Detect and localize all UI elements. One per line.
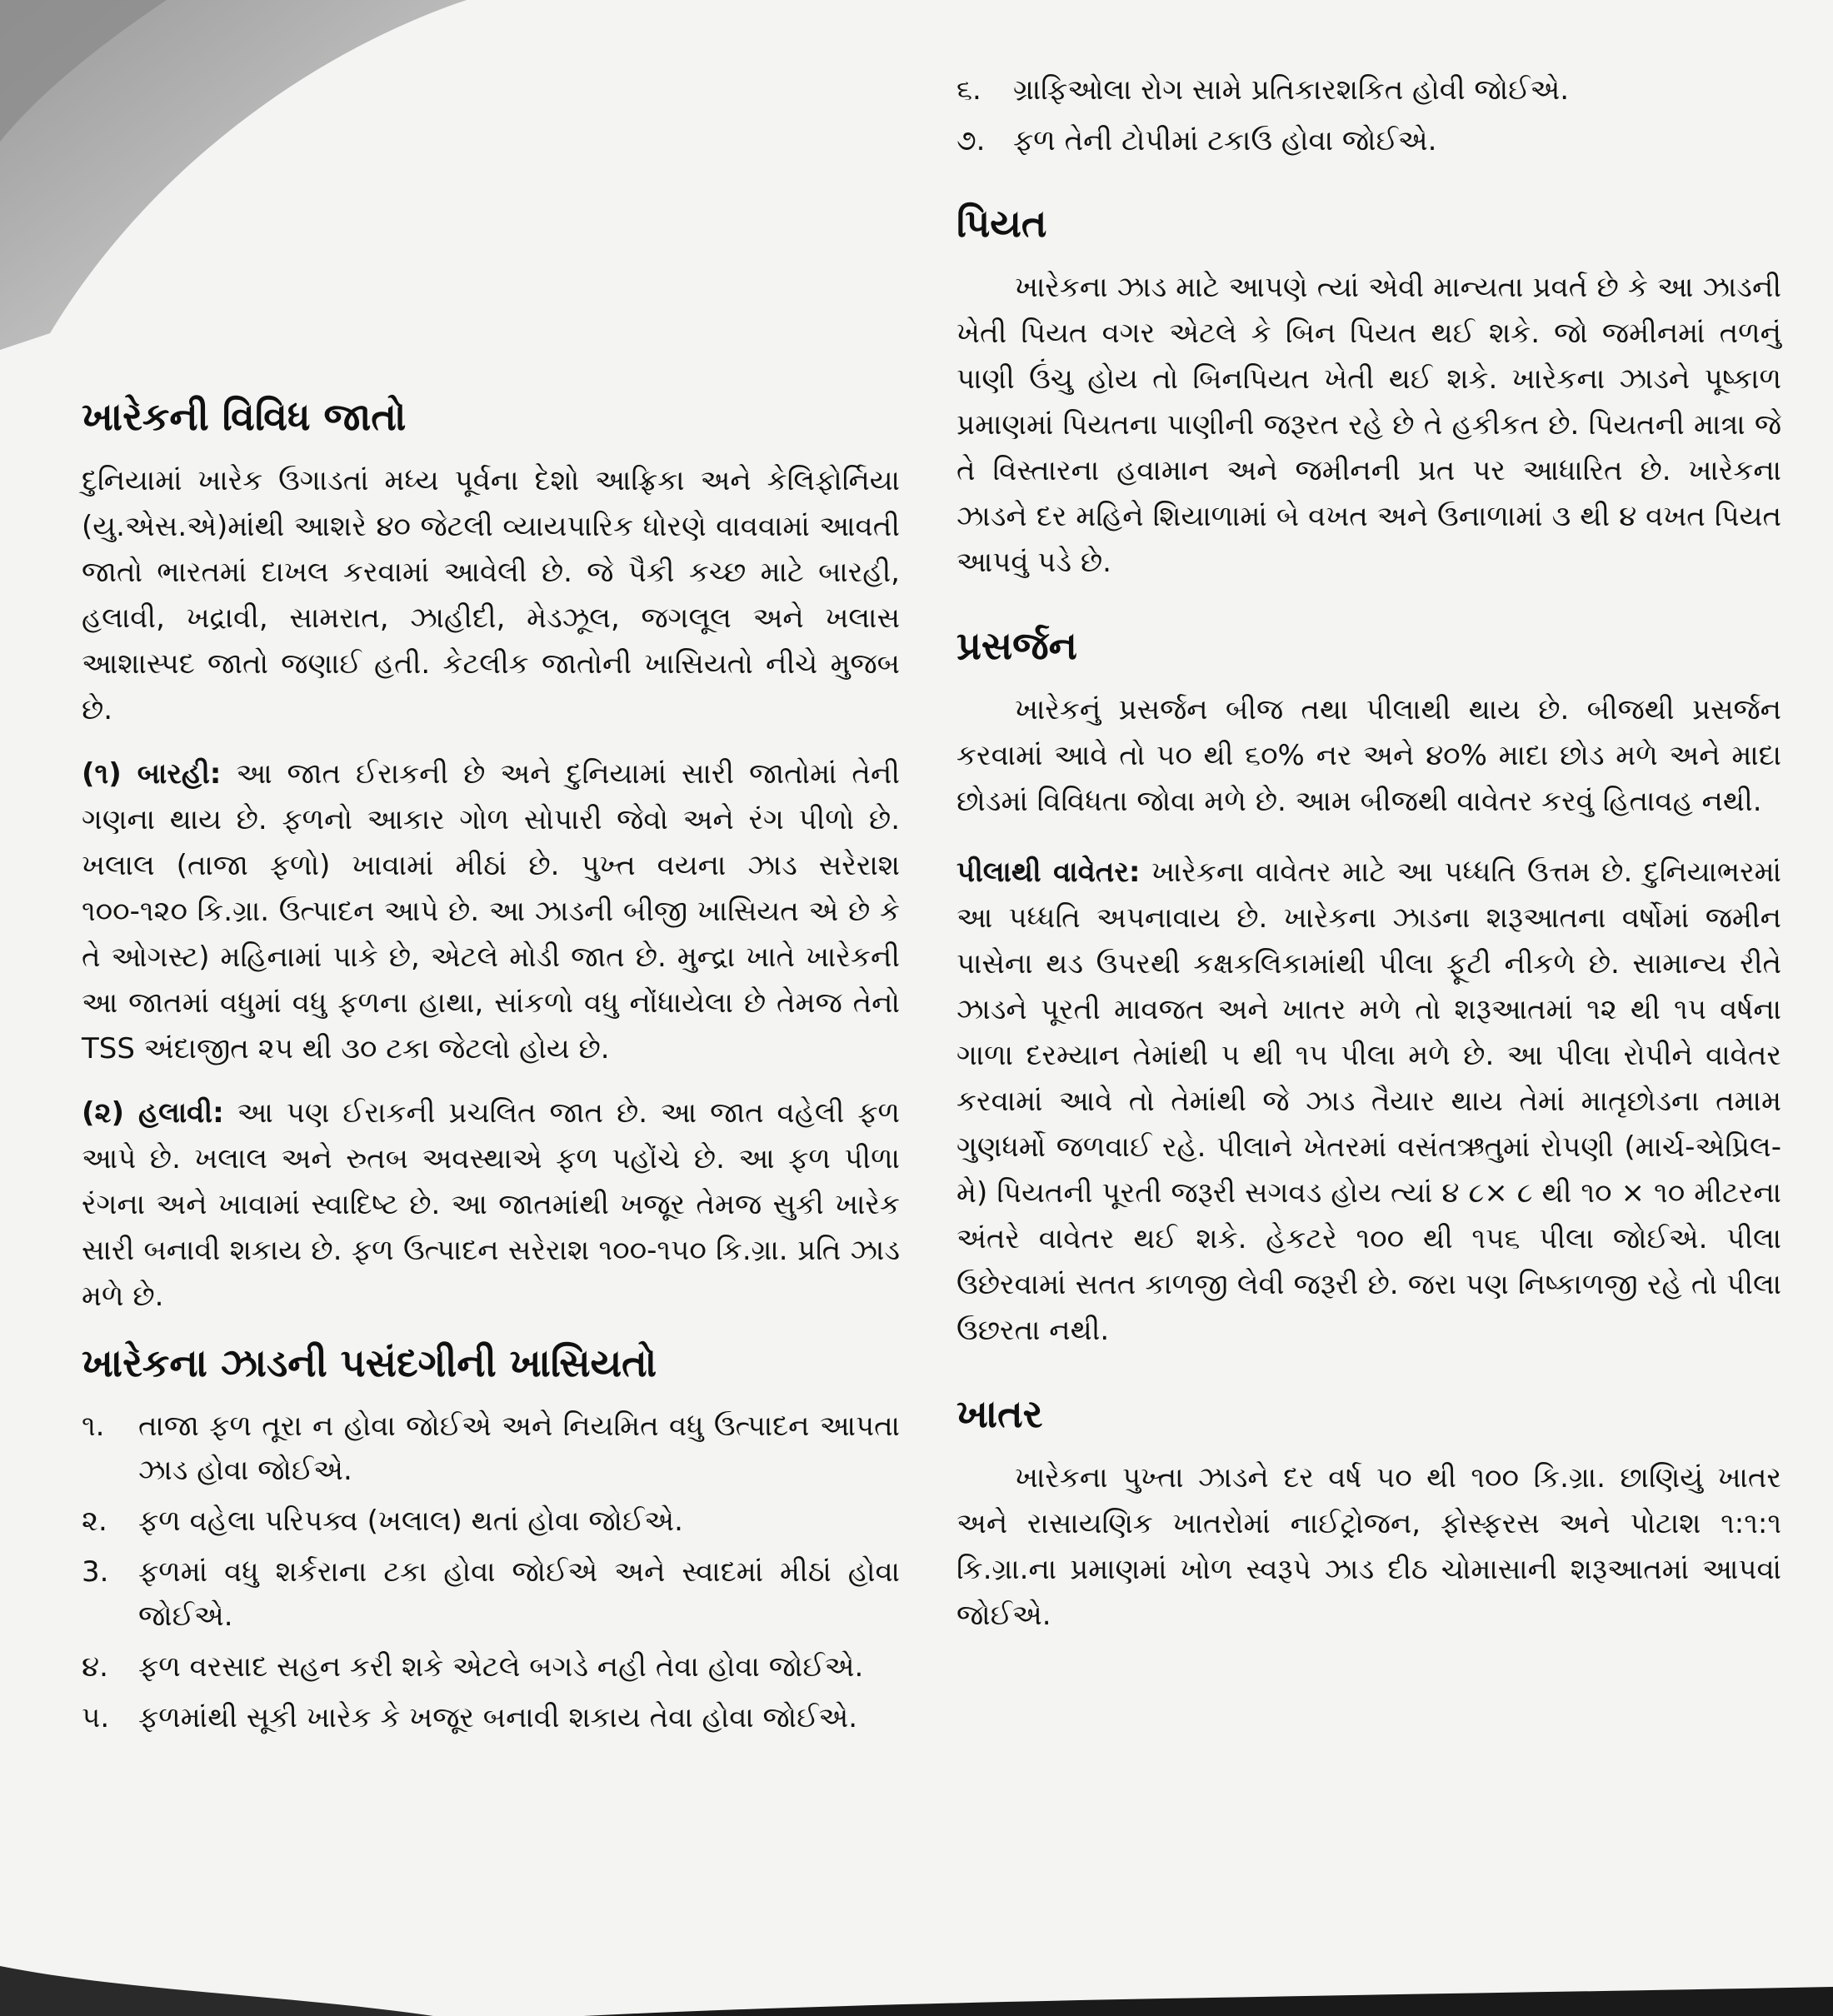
list-item-text: ગ્રાફિઓલા રોગ સામે પ્રતિકારશકિત હોવી જોઈએ. — [1013, 73, 1570, 107]
list-item — [82, 1500, 900, 1544]
list-item-text: ફળમાં વધુ શર્કરાના ટકા હોવા જોઈએ અને સ્વાદમાં મીઠાં હોવા જોઈએ. — [138, 1555, 900, 1633]
list-item — [82, 1696, 900, 1740]
list-item-text: ફળ વરસાદ સહન કરી શકે એટલે બગડે નહી તેવા હોવા જોઈએ. — [138, 1650, 864, 1684]
section-heading-propagation: પ્રસર્જન — [956, 623, 1077, 668]
list-item-number: ૪. — [82, 1650, 108, 1684]
sucker-planting-lead: પીલાથી વાવેતર: — [956, 856, 1141, 889]
variety-halavi — [82, 1090, 900, 1320]
section-heading-manure: ખાતર — [956, 1391, 1043, 1436]
section-heading-irrigation: પિયત — [956, 201, 1047, 246]
list-item-number: ૫. — [82, 1701, 110, 1734]
selection-list-continued — [956, 68, 1781, 163]
list-item-number: ૨. — [82, 1505, 107, 1538]
list-item — [956, 119, 1781, 163]
varieties-intro: દુનિયામાં ખારેક ઉગાડતાં મધ્ય પૂર્વના દેશો આફ્રિકા અને કેલિફોર્નિયા (યુ.એસ.એ)માંથી આશરે ૪૦ જેટલી વ્યાયપારિક ધોરણે વાવવામાં આવતી જાતો ભારતમાં દાખલ કરવામાં આવેલી છે. જે પૈકી કચ્છ માટે બારહી, હલાવી, ખદ્રાવી, સામરાત, ઝાહીદી, મેડઝૂલ, જગલૂલ અને ખલાસ આશાસ્પદ જાતો જણાઈ હતી. કેટલીક જાતોની ખાસિયતો નીચે મુજબ છે. — [82, 464, 900, 726]
variety-barhi-text: આ જાત ઈરાકની છે અને દુનિયામાં સારી જાતોમાં તેની ગણના થાય છે. ફળનો આકાર ગોળ સોપારી જેવો અને રંગ પીળો છે. ખલાલ (તાજા ફળો) ખાવામાં મીઠાં છે. પુખ્ત વયના ઝાડ સરેરાશ ૧૦૦-૧૨૦ કિ.ગ્રા. ઉત્પાદન આપે છે. આ ઝાડની બીજી ખાસિયત એ છે કે તે ઓગસ્ટ) મહિનામાં પાકે છે, એટલે મોડી જાત છે. મુન્દ્રા ખાતે ખારેકની આ જાતમાં વધુમાં વધુ ફળના હાથા, સાંકળો વધુ નોંધાયેલા છે તેમજ તેનો TSS અંદાજીત ૨૫ થી ૩૦ ટકા જેટલો હોય છે. — [82, 757, 900, 1065]
variety-halavi-lead: (૨) હલાવી: — [82, 1096, 224, 1130]
propagation-text: ખારેકનું પ્રસર્જન બીજ તથા પીલાથી થાય છે. બીજથી પ્રસર્જન કરવામાં આવે તો ૫૦ થી ૬૦% નર અને ૪૦% માદા છોડ મળે અને માદા છોડમાં વિવિધતા જોવા મળે છે. આમ બીજથી વાવેતર કરવું હિતાવહ નથી. — [956, 693, 1781, 818]
list-item-text: ફળ વહેલા પરિપક્વ (ખલાલ) થતાં હોવા જોઈએ. — [138, 1505, 683, 1538]
list-item — [82, 1645, 900, 1689]
left-column — [82, 392, 900, 1747]
variety-barhi — [82, 751, 900, 1072]
list-item-text: ફળમાંથી સૂકી ખારેક કે ખજૂર બનાવી શકાય તેવા હોવા જોઈએ. — [138, 1701, 858, 1734]
manure-text: ખારેકના પુખ્તા ઝાડને દર વર્ષ ૫૦ થી ૧૦૦ કિ.ગ્રા. છાણિયું ખાતર અને રાસાયણિક ખાતરોમાં નાઈટ્રોજન, ફોસ્ફરસ અને પોટાશ ૧:૧:૧ કિ.ગ્રા.ના પ્રમાણમાં ખોળ સ્વરૂપે ઝાડ દીઠ ચોમાસાની શરૂઆતમાં આપવાં જોઈએ. — [956, 1461, 1781, 1632]
right-column — [956, 68, 1781, 1657]
section-heading-varieties: ખારેકની વિવિધ જાતો — [82, 394, 407, 439]
list-item — [956, 68, 1781, 112]
list-item — [82, 1405, 900, 1493]
list-item — [82, 1550, 900, 1639]
section-heading-selection: ખારેકના ઝાડની પસંદગીની ખાસિયતો — [82, 1340, 657, 1385]
list-item-number: ૬. — [956, 73, 981, 107]
list-item-number: ૧. — [82, 1410, 105, 1443]
selection-list — [82, 1405, 900, 1740]
list-item-text: ફળ તેની ટોપીમાં ટકાઉ હોવા જોઈએ. — [1013, 124, 1437, 157]
variety-barhi-lead: (૧) બારહી: — [82, 757, 222, 791]
sucker-planting — [956, 850, 1781, 1354]
list-item-number: 3. — [82, 1555, 109, 1589]
list-item-text: તાજા ફળ તૂરા ન હોવા જોઈએ અને નિયમિત વધુ ઉત્પાદન આપતા ઝાડ હોવા જોઈએ. — [138, 1410, 900, 1487]
sucker-planting-text: ખારેકના વાવેતર માટે આ પધ્ધતિ ઉત્તમ છે. દુનિયાભરમાં આ પધ્ધતિ અપનાવાય છે. ખારેકના ઝાડના શરૂઆતના વર્ષોમાં જમીન પાસેના થડ ઉપરથી કક્ષકલિકામાંથી પીલા ફૂટી નીકળે છે. સામાન્ય રીતે ઝાડને પૂરતી માવજત અને ખાતર મળે તો શરૂઆતમાં ૧૨ થી ૧૫ વર્ષના ગાળા દરમ્યાન તેમાંથી ૫ થી ૧૫ પીલા મળે છે. આ પીલા રોપીને વાવેતર કરવામાં આવે તો તેમાંથી જે ઝાડ તૈયાર થાય તેમાં માતૃછોડના તમામ ગુણધર્મો જળવાઈ રહે. પીલાને ખેતરમાં વસંતઋતુમાં રોપણી (માર્ચ-એપ્રિલ-મે) પિયતની પૂરતી જરૂરી સગવડ હોય ત્યાં ૪ ૮× ૮ થી ૧૦ × ૧૦ મીટરના અંતરે વાવેતર થઈ શકે. હેકટરે ૧૦૦ થી ૧૫૬ પીલા જોઈએ. પીલા ઉછેરવામાં સતત કાળજી લેવી જરૂરી છે. જરા પણ નિષ્કાળજી રહે તો પીલા ઉછરતા નથી. — [956, 856, 1781, 1347]
irrigation-text: ખારેકના ઝાડ માટે આપણે ત્યાં એવી માન્યતા પ્રવર્ત છે કે આ ઝાડની ખેતી પિયત વગર એટલે કે બિન પિયત થઈ શકે. જો જમીનમાં તળનું પાણી ઉંચુ હોય તો બિનપિયત ખેતી થઈ શકે. ખારેકના ઝાડને પૂષ્કાળ પ્રમાણમાં પિયતના પાણીની જરૂરત રહે છે તે હકીકત છે. પિયતની માત્રા જે તે વિસ્તારના હવામાન અને જમીનની પ્રત પર આધારિત છે. ખારેકના ઝાડને દર મહિને શિયાળામાં બે વખત અને ઉનાળામાં ૩ થી ૪ વખત પિયત આપવું પડે છે. — [956, 271, 1781, 579]
list-item-number: ૭. — [956, 124, 986, 157]
variety-halavi-text: આ પણ ઈરાકની પ્રચલિત જાત છે. આ જાત વહેલી ફળ આપે છે. ખલાલ અને રુતબ અવસ્થાએ ફળ પહોંચે છે. આ ફળ પીળા રંગના અને ખાવામાં સ્વાદિષ્ટ છે. આ જાતમાંથી ખજૂર તેમજ સુકી ખારેક સારી બનાવી શકાય છે. ફળ ઉત્પાદન સરેરાશ ૧૦૦-૧૫૦ કિ.ગ્રા. પ્રતિ ઝાડ મળે છે. — [82, 1096, 900, 1313]
